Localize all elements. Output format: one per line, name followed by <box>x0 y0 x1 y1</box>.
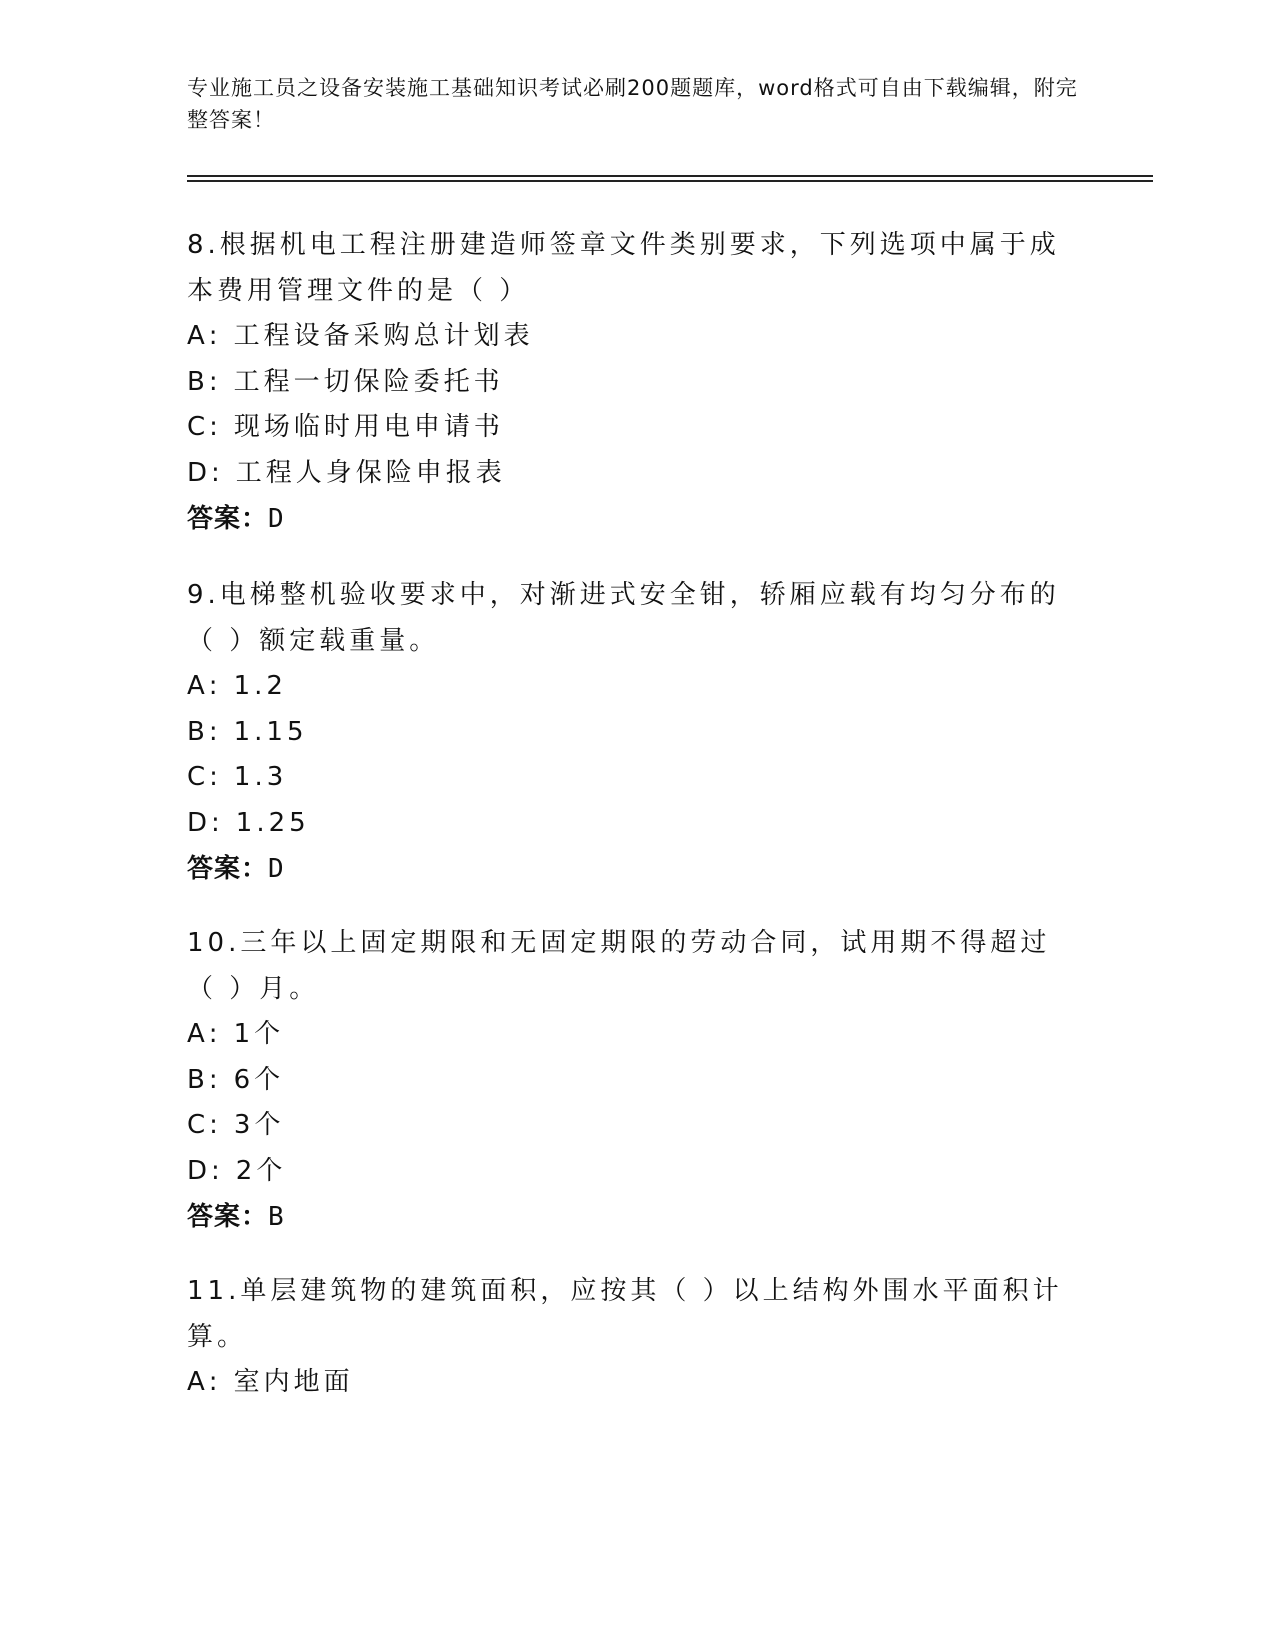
option-d <box>187 1149 1067 1195</box>
answer-value: D <box>268 854 285 884</box>
option-letter: D <box>187 457 212 488</box>
question-stem: 10.三年以上固定期限和无固定期限的劳动合同，试用期不得超过（ ）月。 <box>187 928 1051 1004</box>
option-text: 1.25 <box>235 807 310 838</box>
option-d <box>187 451 1067 497</box>
option-separator: : <box>209 1110 222 1140</box>
option-separator: : <box>208 366 222 397</box>
option-separator: : <box>209 412 222 442</box>
option-letter: A <box>187 1019 209 1049</box>
option-a <box>187 314 1067 360</box>
question-stem: 9.电梯整机验收要求中，对渐进式安全钳，轿厢应载有均匀分布的（ ）额定载重量。 <box>187 580 1060 656</box>
option-text: 6个 <box>233 1064 285 1095</box>
option-a <box>187 1360 1067 1406</box>
answer-line <box>187 846 1067 892</box>
option-separator: : <box>211 807 224 838</box>
option-letter: C <box>187 762 210 792</box>
option-letter: D <box>187 807 212 838</box>
answer-label: 答案： <box>187 854 269 884</box>
option-separator: : <box>208 1367 222 1397</box>
option-a <box>187 1012 1067 1058</box>
answer-label: 答案： <box>187 504 269 534</box>
option-letter: A <box>187 1367 209 1397</box>
option-letter: A <box>187 671 209 701</box>
option-text: 1.15 <box>233 716 308 747</box>
option-b <box>187 710 1067 756</box>
option-b <box>187 360 1067 406</box>
option-text: 室内地面 <box>233 1367 354 1397</box>
option-separator: : <box>211 457 224 488</box>
option-text: 3个 <box>233 1110 285 1140</box>
header-text: 专业施工员之设备安装施工基础知识考试必刷200题题库，word格式可自由下载编辑，附完整答案！ <box>187 76 1078 132</box>
option-letter: B <box>187 716 209 747</box>
option-c <box>187 755 1067 801</box>
option-b <box>187 1058 1067 1104</box>
answer-label: 答案： <box>187 1202 269 1232</box>
option-letter: B <box>187 366 209 397</box>
option-letter: C <box>187 412 210 442</box>
option-separator: : <box>209 762 222 792</box>
option-separator: : <box>208 1064 222 1095</box>
question-10 <box>187 920 1067 1240</box>
question-9 <box>187 572 1067 892</box>
document-header <box>187 72 1087 136</box>
option-text: 2个 <box>235 1155 287 1186</box>
option-letter: C <box>187 1110 210 1140</box>
option-text: 工程设备采购总计划表 <box>233 321 534 351</box>
option-text: 1.2 <box>233 671 287 701</box>
answer-line <box>187 1194 1067 1240</box>
question-8 <box>187 222 1067 542</box>
option-text: 1个 <box>233 1019 285 1049</box>
option-d <box>187 801 1067 847</box>
option-letter: B <box>187 1064 209 1095</box>
option-separator: : <box>208 321 222 351</box>
option-text: 现场临时用电申请书 <box>233 412 504 442</box>
header-divider-top <box>187 175 1153 177</box>
option-letter: A <box>187 321 209 351</box>
answer-line <box>187 496 1067 542</box>
option-separator: : <box>208 1019 222 1049</box>
header-divider-bottom <box>187 180 1153 182</box>
option-separator: : <box>211 1155 224 1186</box>
option-c <box>187 1103 1067 1149</box>
option-separator: : <box>208 716 222 747</box>
question-11 <box>187 1268 1067 1406</box>
option-separator: : <box>208 671 222 701</box>
option-a <box>187 664 1067 710</box>
option-text: 工程人身保险申报表 <box>235 457 506 488</box>
answer-value: D <box>268 504 285 534</box>
option-c <box>187 405 1067 451</box>
answer-value: B <box>268 1202 285 1232</box>
option-text: 1.3 <box>233 762 288 792</box>
question-stem: 8.根据机电工程注册建造师签章文件类别要求，下列选项中属于成本费用管理文件的是（ ） <box>187 230 1060 306</box>
question-stem: 11.单层建筑物的建筑面积，应按其（ ）以上结构外围水平面积计算。 <box>187 1276 1063 1352</box>
option-letter: D <box>187 1155 212 1186</box>
option-text: 工程一切保险委托书 <box>233 366 504 397</box>
